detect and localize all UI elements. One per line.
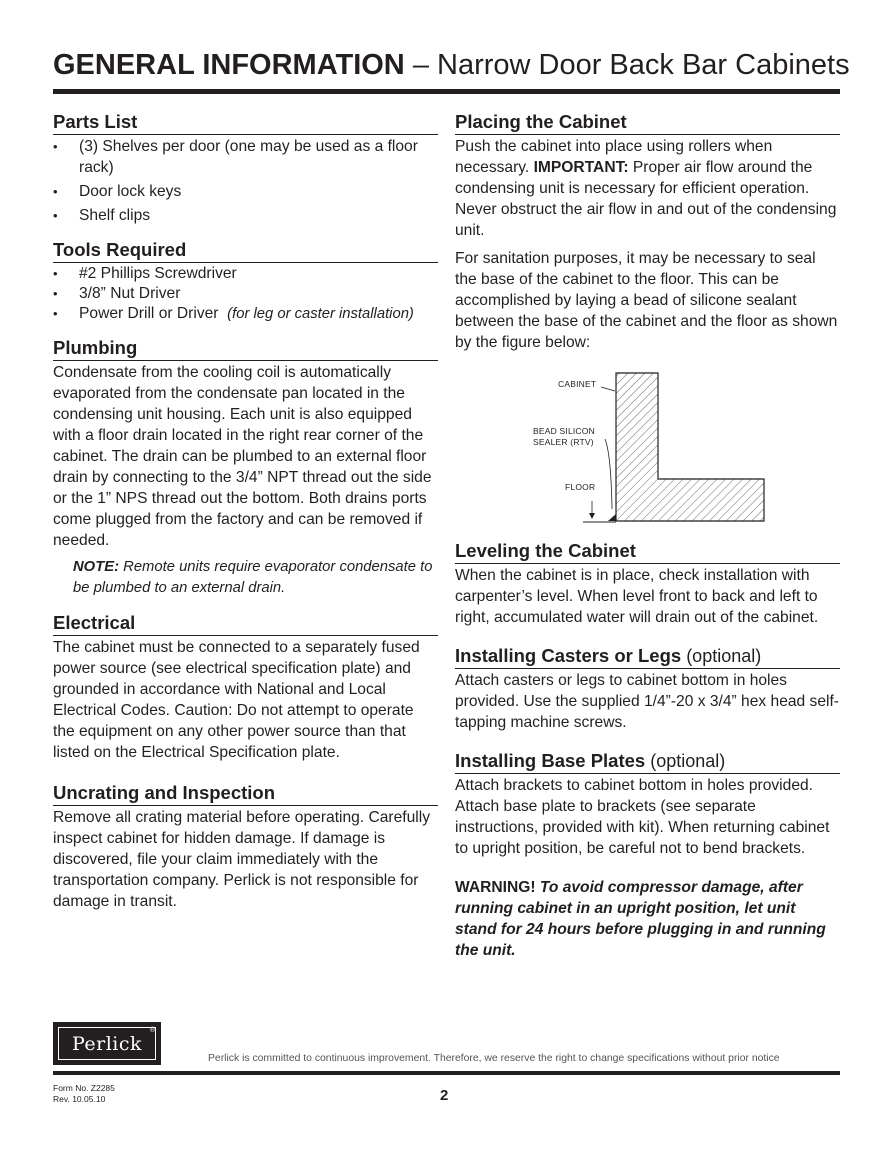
list-item: • #2 Phillips Screwdriver [53,264,438,284]
placing-paragraph-2: For sanitation purposes, it may be necessary to seal the base of the cabinet to the floor. This can be accomplished by laying a bead of silicone sealant between the base of the cabinet and the floor as shown by the figure below: [455,250,838,351]
uncrating-heading: Uncrating and Inspection [53,781,438,806]
casters-heading [455,644,840,669]
tool-note: (for leg or caster installation) [227,306,414,322]
placing-heading: Placing the Cabinet [455,110,840,135]
cabinet-leader [601,387,615,391]
logo-text: Perlick [71,1032,143,1055]
base-plates-section [455,749,840,859]
label-cabinet: CABINET [558,379,597,389]
page-number: 2 [440,1087,449,1104]
electrical-section [53,611,438,763]
plumbing-note [53,557,438,599]
placing-text: Push the cabinet into place using rollers when necessary. [455,138,773,176]
warning-label: WARNING! [455,879,536,896]
cabinet-floor-diagram [455,359,840,527]
right-column [455,110,840,961]
note-text: Remote units require evaporator condensate to be plumbed to an external drain. [73,559,433,596]
leveling-body: When the cabinet is in place, check installation with carpenter’s level. When level front to back and left to right, accumulated water will drain out of the cabinet. [455,567,819,626]
note-label: NOTE: [73,559,120,575]
important-label: IMPORTANT: [533,159,629,176]
sealant-bead [608,514,616,521]
label-bead-line2: SEALER (RTV) [533,437,594,447]
base-plates-heading [455,749,840,774]
left-column [53,110,438,924]
perlick-logo [53,1022,161,1065]
casters-heading-text: Installing Casters or Legs [455,645,682,666]
list-item: • 3/8” Nut Driver [53,284,438,304]
plumbing-heading: Plumbing [53,336,438,361]
uncrating-body: Remove all crating material before operating. Carefully inspect cabinet for hidden damage. If damage is discovered, file your claim immediately with the transportation company. Perlick is not responsible for damage in transit. [53,809,431,910]
page-title-subtitle: – Narrow Door Back Bar Cabinets [404,49,850,81]
list-item: • (3) Shelves per door (one may be used as a floor rack) [53,136,438,178]
placing-section [455,110,840,353]
registered-mark: ® [149,1027,155,1034]
tools-required-heading: Tools Required [53,238,438,263]
tools-list [53,264,438,324]
electrical-heading: Electrical [53,611,438,636]
casters-optional: (optional) [681,646,762,666]
parts-list-heading: Parts List [53,110,438,135]
base-plates-body: Attach brackets to cabinet bottom in holes provided. Attach base plate to brackets (see separate instructions, provided with kit). When returning cabinet to upright position, be careful not to bend brackets. [455,777,830,857]
electrical-body: The cabinet must be connected to a separately fused power source (see electrical specification plate) and grounded in accordance with National and Local Electrical Codes. Caution: Do not attempt to operate the equipment on any other power source than that listed on the Electrical Specification plate. [53,639,420,761]
warning-body: To avoid compressor damage, after running cabinet in an upright position, let unit stand for 24 hours before plugging in and running the unit. [455,879,826,959]
casters-section [455,644,840,733]
parts-list-section [53,110,438,226]
base-plates-optional: (optional) [645,751,726,771]
plumbing-section [53,336,438,599]
sealant-figure [455,359,840,527]
warning-text [455,877,840,961]
cabinet-shape [616,373,764,521]
footer-disclaimer: Perlick is committed to continuous improvement. Therefore, we reserve the right to change specifications without prior notice [208,1053,780,1064]
leveling-section [455,539,840,628]
parts-list [53,136,438,226]
list-item: • Door lock keys [53,181,438,202]
casters-body: Attach casters or legs to cabinet bottom in holes provided. Use the supplied 1/4”-20 x 3/4” hex head self-tapping machine screws. [455,672,840,731]
revision: Rev. 10.05.10 [53,1094,106,1104]
leveling-heading: Leveling the Cabinet [455,539,840,564]
form-number: Form No. Z2285 [53,1083,115,1093]
label-floor: FLOOR [565,482,596,492]
floor-arrow [589,513,595,519]
footer-rule [53,1071,840,1075]
plumbing-body: Condensate from the cooling coil is automatically evaporated from the condensate pan located in the condensing unit housing. Each unit is also equipped with a floor drain located in the right rear corner of the cabinet. The drain can be plumbed to an external floor drain by connecting to the 3/4” NPT thread out the side or the 1” NPS thread out the bottom. Both drains ports come plugged from the factory and can be removed if needed. [53,364,432,549]
logo-frame [58,1027,156,1060]
tool-label: Power Drill or Driver [79,305,219,322]
base-plates-heading-text: Installing Base Plates [455,750,646,771]
form-number-block [53,1083,115,1105]
uncrating-section [53,781,438,912]
page-title-bold: GENERAL INFORMATION [53,49,405,81]
list-item [53,304,438,324]
label-bead-line1: BEAD SILICON [533,426,595,436]
placing-text: Proper air flow around the condensing unit is necessary for efficient operation. Never obstruct the air flow in and out of the condensing unit. [455,159,837,239]
bead-leader [605,439,612,509]
tools-required-section [53,238,438,324]
placing-paragraph-1 [455,136,840,241]
page-title [53,46,850,84]
list-item: • Shelf clips [53,205,438,226]
title-rule [53,89,840,94]
